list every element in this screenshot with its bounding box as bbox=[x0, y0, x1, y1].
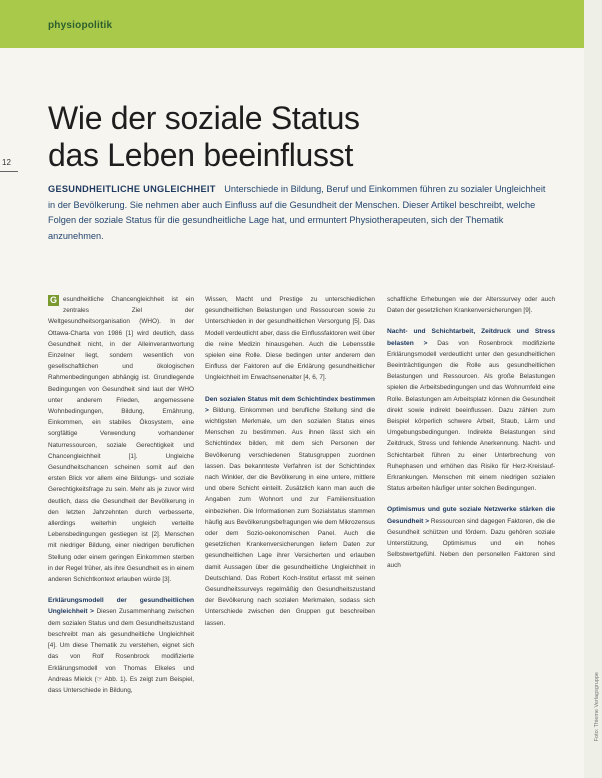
paragraph: Wissen, Macht und Prestige zu unterschiedlichen gesundheitlichen Belastungen und Ressourcen sowie zu Unterschieden in der gesundheitlichen Versorgung [5]. Das Modell verdeutlicht aber, dass die Einflussfaktoren weit über die reine Medizin hinausgehen. Auch die Lebensstile spielen eine Rolle. Diese bedingen unter anderem den Einfluss der Faktoren auf die Erklärung gesundheitlicher Ungleichheit im Erwachsenenalter [4, 6, 7]. bbox=[205, 296, 375, 382]
title-line-2: das Leben beeinflusst bbox=[48, 137, 354, 173]
rubric-part2: politik bbox=[81, 20, 113, 31]
section-rubric bbox=[48, 20, 112, 31]
subheading: Nacht- und Schichtarbeit, Zeitdruck und Stress belasten > bbox=[387, 328, 555, 347]
paragraph bbox=[387, 504, 555, 571]
text-column-3 bbox=[387, 294, 555, 778]
paragraph-text: esundheitliche Chancengleichheit ist ein zentrales Ziel der Weltgesundheitsorganisation (WHO). In der Ottawa-Charta von 1986 [1] wird deutlich, dass Gesundheit nicht, in der Alleinverantwortung Einzelner liegt, sondern wesentlich von gesellschaftlichen und ökologischen Rahmenbedingungen abhängig ist. Grundlegende Bedingungen von Gesundheit sind laut der WHO unter anderem Frieden, angemessene Wohnbedingungen, Bildung, Ernährung, Einkommen, ein stabiles Ökosystem, eine sorgfältige Verwendung vorhandener Naturressourcen, soziale Gerechtigkeit und Chancengleichheit [1]. Ungleiche Gesundheitschancen scheinen somit auf den ersten Blick vor allem eine Bildungs- und soziale Gerechtigkeitsfrage zu sein. Mehr als je zuvor wird deutlich, dass die Gesundheit der Bevölkerung in den letzten Jahrzehnten durch verbesserte, allerdings weiterhin ungleich verteilte Lebensbedingungen gestiegen ist [2]. Menschen mit niedriger Bildung, einer niedrigen beruflichen Stellung oder einem geringen Einkommen sterben in der Regel früher, als ihre Gesundheit es in einem anderen Schichtkontext erlauben würde [3]. bbox=[48, 296, 194, 584]
title-line-1: Wie der soziale Status bbox=[48, 100, 360, 136]
page-number: 12 bbox=[2, 158, 11, 167]
paragraph-text: Das von Rosenbrock modifizierte Erklärungsmodell verdeutlicht unter den gesundheitlichen Beeinträchtigungen die Rolle aus gesundheitlichen Belastungen und Ressourcen. Als große Belastungen spielen die Arbeitsbedingungen und das Wohnumfeld eine Rolle. Belastungen am Arbeitsplatz können die Gesundheit direkt sowie indirekt beeinflussen. Dazu zählen zum Beispiel körperlich schwere Arbeit, Staub, Lärm und Umgebungsbedingungen. Indirekte Belastungen sind Zeitdruck, Stress und fehlende Anerkennung. Nacht- und Schichtarbeit führen zu einer Unterbrechung von Ruhephasen und erhöhen das Risiko für Herz-Kreislauf-Erkrankungen. Menschen mit einem niedrigen sozialen Status arbeiten häufiger unter solchen Bedingungen. bbox=[387, 339, 555, 493]
page-number-rule bbox=[0, 171, 18, 172]
subheading: Erklärungsmodell der gesundheitlichen Ungleichheit > bbox=[48, 597, 194, 616]
text-column-2 bbox=[205, 294, 375, 778]
paragraph bbox=[205, 394, 375, 629]
paragraph-text: Diesen Zusammenhang zwischen dem sozialen Status und dem Gesundheitszustand beschreibt man als gesundheitliche Ungleichheit [4]. Um diese Thematik zu verstehen, eignet sich das von Rolf Rosenbrock modifizierte Erklärungsmodell von Thomas Elkeles und Andreas Mielck (☞ Abb. 1). Es zeigt zum Beispiel, dass Unterschiede in Bildung, bbox=[48, 608, 194, 694]
paragraph bbox=[48, 294, 194, 585]
article-title bbox=[48, 100, 360, 174]
paragraph bbox=[387, 326, 555, 494]
paragraph-text: Bildung, Einkommen und berufliche Stellung sind die wichtigsten Merkmale, um den sozialen Status eines Menschen zu bestimmen. Aus ihnen lässt sich ein Schichtindex bilden, mit dem sich Personen der Bevölkerung verschiedenen Statusgruppen zuordnen lassen. Das bekannteste Verfahren ist der Schichtindex nach Winkler, der die Bevölkerung in eine untere, mittlere und obere Schicht einteilt. Zusätzlich kann man auch die Angaben zum Wohnort und zur Familiensituation einbeziehen. Die Informationen zum Sozialstatus stammen häufig aus Bevölkerungsbefragungen wie dem Mikrozensus oder dem Sozio-oekonomischen Panel. Auch die gesetzlichen Krankenversicherungen liefern Daten zur gesundheitlichen Lage ihrer Versicherten und erlauben damit Aussagen über die gesundheitliche Ungleichheit in Deutschland. Das Robert Koch-Institut erfasst mit seinen Gesundheitssurveys regelmäßig den Gesundheitszustand der Bevölkerung nach sozialen Merkmalen, sodass sich Unterschiede zwischen den Gruppen gut beschreiben lassen. bbox=[205, 406, 375, 627]
paragraph: schaftliche Erhebungen wie der Alterssurvey oder auch Daten der gesetzlichen Krankenversicherungen [9]. bbox=[387, 296, 555, 315]
paragraph-text: Ressourcen sind dagegen Faktoren, die die Gesundheit schützen und fördern. Dazu gehören soziale Unterstützung, Optimismus und ein hohes Selbstwertgefühl. Neben den personellen Faktoren sind auch bbox=[387, 517, 555, 570]
photo-credit: Foto: Thieme Verlagsgruppe bbox=[594, 672, 600, 742]
page-edge-strip bbox=[584, 0, 602, 778]
text-column-1 bbox=[48, 294, 194, 778]
subheading: Optimismus und gute soziale Netzwerke stärken die Gesundheit > bbox=[387, 506, 555, 525]
subheading: Den sozialen Status mit dem Schichtindex bestimmen > bbox=[205, 395, 375, 414]
rubric-part1: physio bbox=[48, 20, 82, 31]
lead-text: Unterschiede in Bildung, Beruf und Einkommen führen zu sozialer Ungleichheit in der Bevölkerung. Sie nehmen aber auch Einfluss auf die Gesundheit der Menschen. Dieser Artikel beschreibt, welche Folgen der soziale Status für die gesundheitliche Lage hat, und ermuntert Physiotherapeuten, sich der Thematik anzunehmen. bbox=[48, 184, 546, 241]
article-lead bbox=[48, 182, 553, 244]
drop-cap: G bbox=[49, 295, 57, 305]
lead-kicker: GESUNDHEITLICHE UNGLEICHHEIT bbox=[48, 184, 216, 194]
paragraph bbox=[48, 595, 194, 696]
